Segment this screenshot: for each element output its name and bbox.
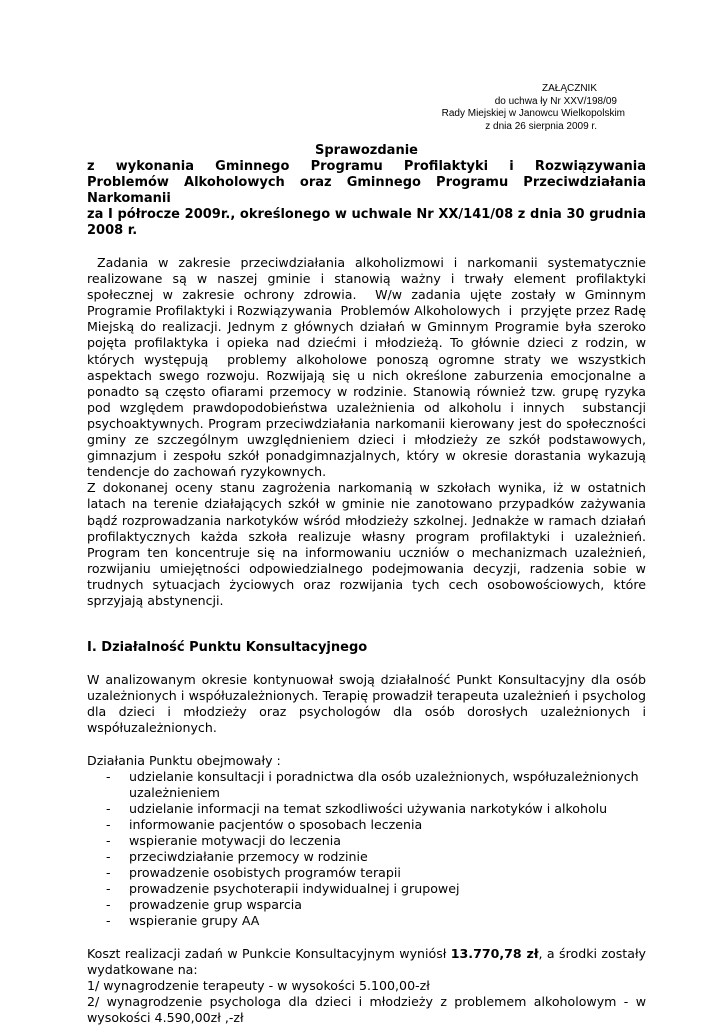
- cost-item-psychologist: 2/ wynagrodzenie psychologa dla dzieci i młodzieży z problemem alkoholowym - w wysokości 4.590,00zł ,-zł: [87, 993, 646, 1025]
- intro-paragraph-1: Zadania w zakresie przeciwdziałania alkoholizmowi i narkomanii systematycznie realizowane są w naszej gminie i stanowią ważny i trwały element profilaktyki społecznej w zakresie ochrony zdrowia. W/w zadania ujęte zostały w Gminnym Programie Profilaktyki i Rozwiązywania Problemów Alkoholowych i przyjęte przez Radę Miejską do realizacji. Jednym z głównych działań w Gminnym Programie była szeroko pojęta profilaktyka i opieka nad dziećmi i młodzieżą. To głównie dzieci z rodzin, w których występują problemy alkoholowe ponoszą ogromne straty we wszystkich aspektach swego rozwoju. Rozwijają się u nich określone zaburzenia emocjonalne a ponadto są często ofiarami przemocy w rodzinie. Stanowią również tzw. grupę ryzyka pod względem prawdopodobieństwa uzależnienia od alkoholu i innych substancji psychoaktywnych. Program przeciwdziałania narkomanii kierowany jest do społeczności gminy ze szczególnym uwzględnieniem dzieci i młodzieży ze szkół podstawowych, gimnazjum i zespołu szkół ponadgimnazjalnych, który w okresie dorastania wykazują tendencje do zachowań ryzykownych.: [87, 255, 655, 480]
- activities-list: [87, 769, 646, 930]
- activity-text: udzielanie konsultacji i poradnictwa dla osób uzależnionych, współuzależnionych uzależnieniem: [129, 768, 639, 800]
- activity-item: [87, 865, 646, 881]
- section-1-paragraph: W analizowanym okresie kontynuował swoją działalność Punkt Konsultacyjny dla osób uzależnionych i współuzależnionych. Terapię prowadził terapeuta uzależnień i psycholog dla dzieci i młodzieży oraz psychologów dla osób dorosłych uzależnionych i współuzależnionych.: [87, 672, 646, 736]
- activity-text: prowadzenie psychoterapii indywidualnej i grupowej: [129, 881, 460, 897]
- activity-text: wspieranie motywacji do leczenia: [129, 833, 341, 848]
- intro-paragraph-2: Z dokonanej oceny stanu zagrożenia narkomanią w szkołach wynika, iż w ostatnich latach na terenie działających szkół w gminie nie zanotowano przypadków zażywania bądź rozprowadzania narkotyków wśród młodzieży szkolnej. Jednakże w ramach działań profilaktycznych każda szkoła realizuje własny program profilaktyki i uzależnień. Program ten koncentruje się na informowaniu uczniów o mechanizmach uzależnień, rozwijaniu umiejętności odpowiedzialnego podejmowania decyzji, radzenia sobie w trudnych sytuacjach życiowych oraz rozwijania tych cech osobowościowych, które sprzyjają abstynencji.: [87, 480, 646, 608]
- activity-text: prowadzenie grup wsparcia: [129, 897, 302, 913]
- activity-item: [87, 897, 646, 913]
- cost-summary: [87, 946, 646, 978]
- activity-text: wspieranie grupy AA: [129, 913, 260, 929]
- activity-item: [87, 833, 646, 849]
- cost-item-therapist: 1/ wynagrodzenie terapeuty - w wysokości 5.100,00-zł: [87, 977, 430, 993]
- subtitle-line-4: 2008 r.: [87, 223, 138, 238]
- bullet-dash: -: [106, 849, 111, 865]
- subtitle-line-3: za I półrocze 2009r., określonego w uchwale Nr XX/141/08 z dnia 30 grudnia: [87, 207, 646, 222]
- document-body: [87, 143, 655, 1026]
- header-resolution-number: do uchwa ły Nr XXV/198/09: [494, 95, 617, 107]
- cost-summary-intro: Koszt realizacji zadań w Punkcie Konsultacyjnym wyniósł: [87, 945, 451, 961]
- activity-text: przeciwdziałanie przemocy w rodzinie: [129, 849, 368, 865]
- bullet-dash: -: [106, 881, 111, 897]
- header-date: z dnia 26 sierpnia 2009 r.: [485, 120, 597, 132]
- header-council-name: Rady Miejskiej w Janowcu Wielkopolskim: [441, 108, 625, 119]
- subtitle-line-1: z wykonania Gminnego Programu Profilaktyki i Rozwiązywania: [87, 159, 646, 174]
- bullet-dash: -: [106, 816, 111, 832]
- activity-item: [87, 801, 646, 817]
- activity-text: prowadzenie osobistych programów terapii: [129, 865, 401, 881]
- activity-text: udzielanie informacji na temat szkodliwości używania narkotyków i alkoholu: [129, 800, 608, 816]
- activity-item: [87, 913, 646, 929]
- bullet-dash: -: [106, 913, 111, 929]
- bullet-dash: -: [106, 800, 111, 816]
- bullet-dash: -: [106, 897, 111, 913]
- cost-amount: 13.770,78 zł: [450, 945, 539, 961]
- subtitle-line-2: Problemów Alkoholowych oraz Gminnego Programu Przeciwdziałania Narkomanii: [87, 175, 646, 206]
- activity-item: [87, 817, 646, 833]
- attachment-header: [420, 83, 625, 133]
- activity-item: [87, 849, 646, 865]
- section-1-heading: I. Działalność Punktu Konsultacyjnego: [87, 640, 368, 656]
- activity-item: [87, 769, 646, 801]
- activity-item: [87, 881, 646, 897]
- activities-heading: Działania Punktu obejmowały :: [87, 752, 281, 768]
- document-subtitle: [87, 159, 646, 239]
- bullet-dash: -: [106, 768, 111, 784]
- bullet-dash: -: [106, 865, 111, 881]
- document-title: Sprawozdanie: [315, 143, 418, 158]
- activity-text: informowanie pacjentów o sposobach leczenia: [129, 816, 423, 832]
- header-attachment-label: ZAŁĄCZNIK: [541, 83, 597, 94]
- cost-summary-tail: , a środki zostały wydatkowane na:: [87, 945, 646, 977]
- bullet-dash: -: [106, 833, 111, 848]
